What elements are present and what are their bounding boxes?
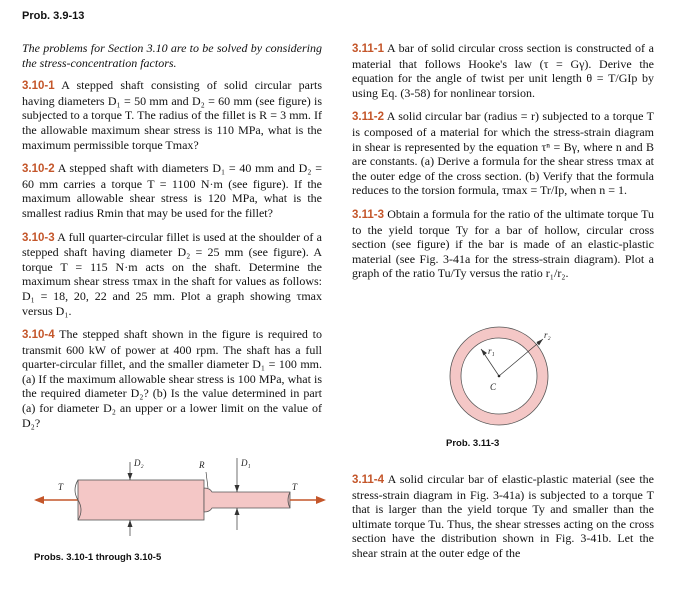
figure-caption-right: Prob. 3.11-3: [446, 438, 500, 449]
label-torque-right: T: [292, 482, 298, 492]
problem-text: A stepped shaft with diameters D₁ = 40 mm and D₂ = 60 mm carries a torque T = 1100 N·m (see figure). If the maximum allowable shear stress is 120 MPa, what is the smallest radius Rmin that may be used for the fillet?: [22, 161, 322, 220]
problem-number: 3.10-1: [22, 80, 55, 93]
label-torque-left: T: [58, 482, 64, 492]
problem-number: 3.11-3: [352, 208, 384, 221]
label-center-c: C: [490, 382, 497, 392]
problem-number: 3.11-4: [352, 474, 384, 486]
right-column: [352, 41, 654, 290]
problem-3-11-3: [352, 207, 654, 281]
problem-3-10-1: [22, 78, 322, 152]
problem-3-10-3: [22, 230, 322, 319]
problem-text: A stepped shaft consisting of solid circular parts having diameters D₁ = 50 mm and D₂ = 60 mm (see figure) is subjected to a torque T. The radius of the fillet is R = 3 mm. If the allowable maximum shear stress is 110 MPa, what is the maximum permissible torque Tmax?: [22, 78, 323, 152]
problem-text: A full quarter-circular fillet is used at the shoulder of a stepped shaft having diameter D₂ = 25 mm (see figure). A torque T = 115 N·m acts on the shaft. Determine the maximum shear stress τmax in the shaft for values as follows: D₁ = 18, 20, 22 and 25 mm. Plot a graph showing τmax versus D₁.: [22, 229, 323, 318]
hollow-circle-figure: [440, 320, 570, 430]
problem-number: 3.11-2: [352, 111, 384, 124]
problem-text: A solid circular bar of elastic-plastic material (see the stress-strain diagram in Fig. 3-41a) is subjected to a torque T that is larger than the yield torque Ty and smaller than the ultimate torque Tu. Thus, the shear stresses acting on the cross section have the distribution shown in Fig. 3-41b. Let the shear strain at the outer edge of the: [352, 472, 654, 560]
problem-3-11-4: [352, 472, 654, 561]
label-r2: r₂: [544, 330, 551, 340]
label-d1: D₁: [241, 458, 251, 468]
problem-3-11-1: [352, 41, 654, 100]
page-header: Prob. 3.9-13: [22, 10, 85, 22]
problem-number: 3.10-3: [22, 231, 55, 244]
problem-text: A solid circular bar (radius = r) subjected to a torque T is composed of a material for which the stress-strain diagram in shear is represented by the equation τⁿ = Bγ, where n and B are constants. (a) Derive a formula for the shear stress τmax at the outer edge of the cross section. (b) Verify that the formula reduces to the torsion formula, τmax = Tr/Ip, when n = 1.: [352, 109, 654, 198]
label-r1: r₁: [488, 346, 495, 356]
section-intro: The problems for Section 3.10 are to be solved by considering the stress-concentration factors.: [22, 41, 322, 70]
problem-3-11-4-text: [352, 472, 654, 561]
figure-caption-left: Probs. 3.10-1 through 3.10-5: [34, 552, 162, 563]
problem-number: 3.10-4: [22, 329, 55, 342]
label-d2: D₂: [134, 458, 144, 468]
problem-text: Obtain a formula for the ratio of the ultimate torque Tu to the yield torque Ty for a bar of hollow, circular cross section (see figure) if the bar is made of an elastic-plastic material (see Fig. 3-41a for the stress-strain diagram). Plot a graph of the ratio Tu/Ty versus the ratio r₁/r₂.: [352, 206, 654, 281]
problem-3-11-2: [352, 109, 654, 198]
problem-number: 3.11-1: [352, 43, 384, 55]
problem-text: A bar of solid circular cross section is constructed of a material that follows Hooke's law (τ = Gγ). Derive the equation for the angle of twist per unit length θ = T/GIp by using Eq. (3-58) for nonlinear torsion.: [352, 41, 654, 100]
label-fillet-r: R: [199, 460, 205, 470]
problem-3-10-4: [22, 327, 322, 430]
problem-number: 3.10-2: [22, 163, 55, 176]
left-column: [22, 41, 322, 439]
stepped-shaft-figure: [30, 452, 330, 547]
problem-3-10-2: [22, 161, 322, 220]
problem-text: The stepped shaft shown in the figure is required to transmit 600 kW of power at 400 rpm. The shaft has a full quarter-circular fillet, and the smaller diameter D₁ = 100 mm. (a) If the maximum allowable shear stress is 100 MPa, what is the required diameter D₂? (b) Is the value determined in part (a) for diameter D₂ an upper or a lower limit on the value of D₂?: [22, 327, 322, 430]
